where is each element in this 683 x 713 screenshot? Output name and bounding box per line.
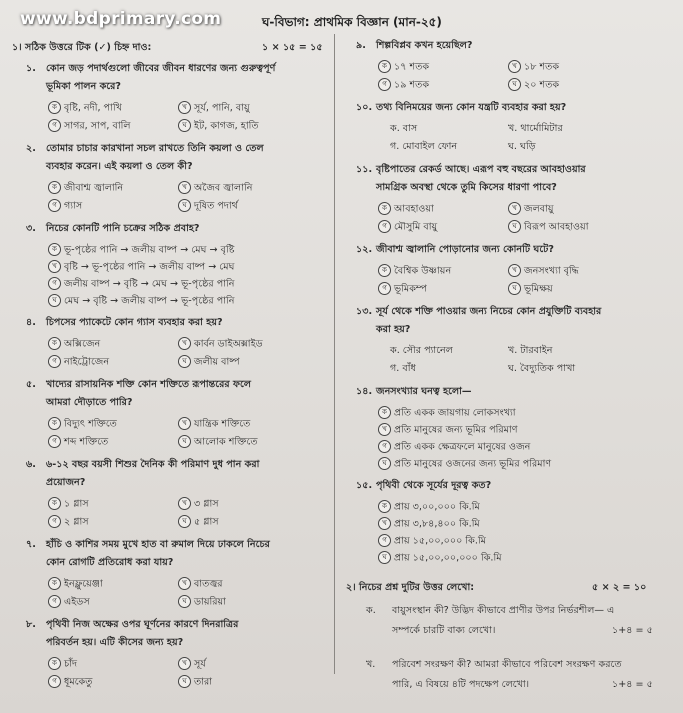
answer-option[interactable] [378,517,480,532]
question-number: ১৩. [356,306,373,317]
answer-option[interactable] [178,497,219,512]
question-number: ৫. [26,379,36,390]
answer-option[interactable] [178,417,250,432]
option-text: বৃষ্টি → ভূ-পৃষ্ঠের পানি → জলীয় বাষ্প → মেঘ [64,261,235,273]
mcq-marks: ১ × ১৫ = ১৫ [262,42,323,53]
answer-option[interactable] [48,515,89,530]
option-text: মেঘ → বৃষ্টি → জলীয় বাষ্প → ভূ-পৃষ্ঠের পানি [64,295,235,307]
option-marker: গ [378,282,391,295]
option-text: ভূ-পৃষ্ঠের পানি → জলীয় বাষ্প → মেঘ → বৃষ্টি [64,244,235,256]
answer-option[interactable] [378,220,437,235]
answer-option[interactable] [178,337,263,352]
option-text: বৃষ্টি, নদী, পাখি [64,102,122,114]
written-item-text: সম্পর্কে চারটি বাক্য লেখো। [392,625,496,636]
option-text: গ. মোবাইল ফোন [390,141,458,152]
answer-option[interactable] [390,140,457,154]
answer-option[interactable] [390,362,416,376]
option-marker: ঘ [508,282,521,295]
answer-option[interactable] [508,362,575,376]
option-text: প্রতি একক জায়গায় লোকসংখ্যা [394,407,516,419]
option-marker: ঘ [178,435,191,448]
answer-option[interactable] [178,181,252,196]
answer-option[interactable] [508,122,563,136]
option-marker: গ [378,440,391,453]
question-number: ১৫. [356,480,373,491]
question-text: ৬-১২ বছর বয়সী শিশুর দৈনিক কী পরিমাণ দুধ পান করা [46,459,260,470]
option-marker: খ [508,202,521,215]
option-text: অক্সিজেন [64,338,101,350]
answer-option[interactable] [48,657,77,672]
option-marker: ঘ [508,220,521,233]
option-text: চাঁদ [64,658,77,670]
option-text: ১৯ শতক [394,79,430,91]
option-text: ভূমিক্ষয় [524,283,553,295]
answer-option[interactable] [48,260,234,275]
option-text: বাতজ্বর [194,578,223,590]
question-text: পৃথিবী নিজ অক্ষের ওপর ঘূর্ণনের কারণে দিনরাত্রির [46,619,239,630]
option-marker: খ [378,423,391,436]
answer-option[interactable] [378,60,429,75]
answer-option[interactable] [48,119,131,134]
question-text: ব্যবহার করেন। এই কয়লা ও তেল কী? [46,161,193,172]
option-marker: ক [378,406,391,419]
question-text: পৃথিবী থেকে সূর্যের দূরত্ব কত? [376,480,492,491]
answer-option[interactable] [48,355,109,370]
question-text: পরিবর্তন হয়। এটি কীসের জন্য হয়? [46,637,184,648]
option-text: ক. বাস [390,123,418,134]
written-item-marks: ১+৪ = ৫ [612,625,653,636]
option-text: ২ গ্লাস [64,516,89,528]
answer-option[interactable] [178,577,223,592]
question-number: ২. [26,143,36,154]
option-marker: খ [508,60,521,73]
option-text: এইডস [64,596,90,608]
option-marker: গ [48,199,61,212]
answer-option[interactable] [178,435,258,450]
option-text: মৌসুমি বায়ু [394,221,438,233]
option-marker: ক [48,181,61,194]
written-item-text: বায়ুসংস্থান কী? উদ্ভিদ কীভাবে প্রাণীর উপর নির্ভরশীল— এ [392,605,615,616]
question-text: শিল্পবিপ্লব কখন হয়েছিল? [376,40,473,51]
option-marker: ঘ [178,199,191,212]
option-text: সাগর, সাপ, বালি [64,120,131,132]
option-text: যান্ত্রিক শক্তিতে [194,418,251,430]
option-text: ৩ গ্লাস [194,498,219,510]
answer-option[interactable] [48,595,90,610]
option-marker: খ [178,417,191,430]
written-item-label: ক. [366,605,376,616]
answer-option[interactable] [48,294,234,309]
question-text: জনসংখ্যার ঘনত্ব হলো— [376,386,472,397]
question-text: জীবাশ্ম জ্বালানি পোড়ানোর জন্য কোনটি ঘটে? [376,244,554,255]
option-marker: গ [48,515,61,528]
watermark: www.bdprimary.com [20,9,222,29]
option-marker: ঘ [508,78,521,91]
option-text: অজৈব জ্বালানি [194,182,253,194]
question-number: ৪. [26,317,36,328]
answer-option[interactable] [378,78,429,93]
answer-option[interactable] [48,675,92,690]
question-text: করা হয়? [376,324,411,335]
option-marker: ক [48,243,61,256]
answer-option[interactable] [48,337,100,352]
option-marker: ক [48,417,61,430]
option-marker: খ [178,497,191,510]
answer-option[interactable] [48,243,234,258]
answer-option[interactable] [378,423,518,438]
option-text: নাইট্রোজেন [64,356,110,368]
option-marker: ক [48,337,61,350]
option-text: ইট, কাগজ, হাতি [194,120,259,132]
answer-option[interactable] [48,497,89,512]
answer-option[interactable] [378,551,502,566]
section-title: ঘ-বিভাগ: প্রাথমিক বিজ্ঞান (মান-২৫) [262,15,442,29]
option-marker: ক [378,60,391,73]
option-marker: গ [48,119,61,132]
option-text: তারা [194,676,213,688]
written-item-text: পারি, এ বিষয়ে ৪টি পদক্ষেপ লেখো। [392,679,530,690]
option-text: বৈশ্বিক উষ্ণায়ন [394,265,452,277]
option-text: ঘ. বৈদ্যুতিক পাখা [508,363,576,374]
option-marker: গ [48,435,61,448]
option-marker: ঘ [178,595,191,608]
answer-option[interactable] [508,344,553,358]
answer-option[interactable] [378,440,530,455]
question-text: কোন রোগটি প্রতিরোধ করা যায়? [46,557,174,568]
option-text: প্রায় ১৫,০০,০০০ কি.মি [394,535,487,547]
option-marker: খ [178,657,191,670]
option-text: ক. সৌর প্যানেল [390,345,453,356]
option-marker: ক [378,500,391,513]
answer-option[interactable] [508,202,554,217]
option-marker: ঘ [378,457,391,470]
question-text: হাঁচি ও কাশির সময় মুখে হাত বা রুমাল দিয়ে ঢাকলে নিচের [46,539,270,550]
written-item-marks: ১+৪ = ৫ [612,679,653,690]
option-text: ইনফ্লুয়েঞ্জা [64,578,103,590]
question-text: বৃষ্টিপাতের রেকর্ড আছে। এরূপ বহু বছরের আবহাওয়ার [376,164,586,175]
answer-option[interactable] [378,406,516,421]
option-text: শব্দ শক্তিতে [64,436,109,448]
option-marker: খ [178,181,191,194]
option-marker: খ [178,101,191,114]
question-number: ১২. [356,244,373,255]
option-text: ধূমকেতু [64,676,93,688]
option-marker: খ [178,337,191,350]
answer-option[interactable] [508,140,536,154]
question-text: তথ্য বিনিময়ের জন্য কোন যন্ত্রটি ব্যবহার করা হয়? [376,102,567,113]
option-marker: গ [378,534,391,547]
option-marker: গ [48,277,61,290]
option-text: আলোক শক্তিতে [194,436,258,448]
question-text: আমরা দৌড়াতে পারি? [46,397,133,408]
answer-option[interactable] [48,199,82,214]
question-number: ৮. [26,619,36,630]
option-text: প্রতি মানুষের ওজনের জন্য ভূমির পরিমাণ [394,458,552,470]
answer-option[interactable] [178,355,240,370]
option-marker: গ [378,78,391,91]
answer-option[interactable] [508,78,559,93]
answer-option[interactable] [378,457,551,472]
mcq-heading: ১। সঠিক উত্তরে টিক (✓) চিহ্ন দাও: [12,42,152,53]
option-text: ডায়রিয়া [194,596,226,608]
answer-option[interactable] [48,181,123,196]
option-text: জলীয় বাষ্প [194,356,240,368]
answer-option[interactable] [178,595,226,610]
option-marker: খ [48,260,61,273]
answer-option[interactable] [508,264,579,279]
option-marker: ক [48,497,61,510]
option-marker: ক [378,202,391,215]
option-text: সূর্য [194,658,206,670]
option-marker: ক [48,101,61,114]
option-text: দূষিত পদার্থ [194,200,238,212]
option-text: জনসংখ্যা বৃদ্ধি [524,265,579,277]
question-text: খাদ্যের রাসায়নিক শক্তি কোন শক্তিতে রূপান্তরের ফলে [46,379,252,390]
answer-option[interactable] [378,264,451,279]
question-text: নিচের কোনটি পানি চক্রের সঠিক প্রবাহ? [46,223,200,234]
question-text: চিপসের প্যাকেটে কোন গ্যাস ব্যবহার করা হয়? [46,317,223,328]
written-marks: ৫ × ২ = ১০ [592,582,647,593]
option-text: ২০ শতক [524,79,560,91]
answer-option[interactable] [390,344,453,358]
answer-option[interactable] [48,101,122,116]
answer-option[interactable] [178,101,250,116]
option-text: খ. থার্মোমিটার [508,123,563,134]
option-text: ভূমিকম্প [394,283,428,295]
answer-option[interactable] [48,435,108,450]
answer-option[interactable] [178,199,238,214]
question-number: ৩. [26,223,36,234]
option-text: ১ গ্লাস [64,498,89,510]
option-text: ১৭ শতক [394,61,430,73]
option-text: প্রায় ৩,৮৪,৪০০ কি.মি [394,518,480,530]
answer-option[interactable] [178,515,219,530]
answer-option[interactable] [48,577,103,592]
question-text: সামগ্রিক অবস্থা থেকে তুমি কিসের ধারণা পাবে? [376,182,557,193]
option-text: ঘ. ঘড়ি [508,141,536,152]
option-text: জীবাশ্ম জ্বালানি [64,182,124,194]
question-number: ৭. [26,539,36,550]
option-text: ১৮ শতক [524,61,560,73]
question-number: ১৪. [356,386,373,397]
option-text: গ. বাঁধ [390,363,416,374]
answer-option[interactable] [378,500,480,515]
question-text: সূর্য থেকে শক্তি পাওয়ার জন্য নিচের কোন প্রযুক্তিটি ব্যবহার [376,306,602,317]
question-text: ভূমিকা পালন করে? [46,81,121,92]
answer-option[interactable] [178,657,206,672]
written-item-text: পরিবেশ সংরক্ষণ কী? আমরা কীভাবে পরিবেশ সংরক্ষণ করতে [392,659,622,670]
question-number: ৬. [26,459,36,470]
answer-option[interactable] [48,417,117,432]
answer-option[interactable] [178,119,259,134]
option-marker: গ [48,595,61,608]
option-marker: খ [508,264,521,277]
question-text: কোন জড় পদার্থগুলো জীবের জীবন ধারণের জন্য গুরুত্বপূর্ণ [46,63,276,74]
question-number: ৯. [356,40,366,51]
option-marker: গ [48,675,61,688]
question-number: ১১. [356,164,373,175]
option-marker: খ [178,577,191,590]
option-text: সূর্য, পানি, বায়ু [194,102,250,114]
option-marker: ঘ [178,119,191,132]
option-text: বিরূপ আবহাওয়া [524,221,589,233]
option-marker: ঘ [48,294,61,307]
option-text: কার্বন ডাইঅক্সাইড [194,338,263,350]
written-heading: ২। নিচের প্রশ্ন দুটির উত্তর লেখো: [346,582,475,593]
option-text: জলবায়ু [524,203,554,215]
option-text: খ. টারবাইন [508,345,553,356]
option-marker: ঘ [178,675,191,688]
option-text: প্রায় ১৫,০০,০০,০০০ কি.মি [394,552,502,564]
answer-option[interactable] [178,675,212,690]
option-text: গ্যাস [64,200,83,212]
question-text: প্রয়োজন? [46,477,86,488]
option-marker: ঘ [178,355,191,368]
answer-option[interactable] [508,220,588,235]
option-text: ৫ গ্লাস [194,516,219,528]
answer-option[interactable] [378,202,434,217]
option-marker: ঘ [378,551,391,564]
option-marker: গ [48,355,61,368]
question-number: ১. [26,63,36,74]
option-marker: গ [378,220,391,233]
answer-option[interactable] [378,534,486,549]
option-marker: ক [48,657,61,670]
column-divider [334,34,335,674]
option-marker: ক [48,577,61,590]
option-text: বিদ্যুৎ শক্তিতে [64,418,117,430]
answer-option[interactable] [378,282,427,297]
answer-option[interactable] [390,122,417,136]
option-text: জলীয় বাষ্প → বৃষ্টি → মেঘ → ভূ-পৃষ্ঠের পানি [64,278,235,290]
written-item-label: খ. [366,659,376,670]
option-text: প্রতি একক ক্ষেত্রফলে মানুষের ওজন [394,441,531,453]
answer-option[interactable] [508,282,553,297]
question-text: তোমার চাচার কারখানা সচল রাখতে তিনি কয়লা ও তেল [46,143,264,154]
question-number: ১০. [356,102,373,113]
option-text: প্রায় ৩,০০,০০০ কি.মি [394,501,480,513]
option-marker: ক [378,264,391,277]
answer-option[interactable] [48,277,234,292]
option-text: আবহাওয়া [394,203,434,215]
option-marker: খ [378,517,391,530]
option-text: প্রতি মানুষের জন্য ভূমির পরিমাণ [394,424,518,436]
answer-option[interactable] [508,60,559,75]
option-marker: ঘ [178,515,191,528]
